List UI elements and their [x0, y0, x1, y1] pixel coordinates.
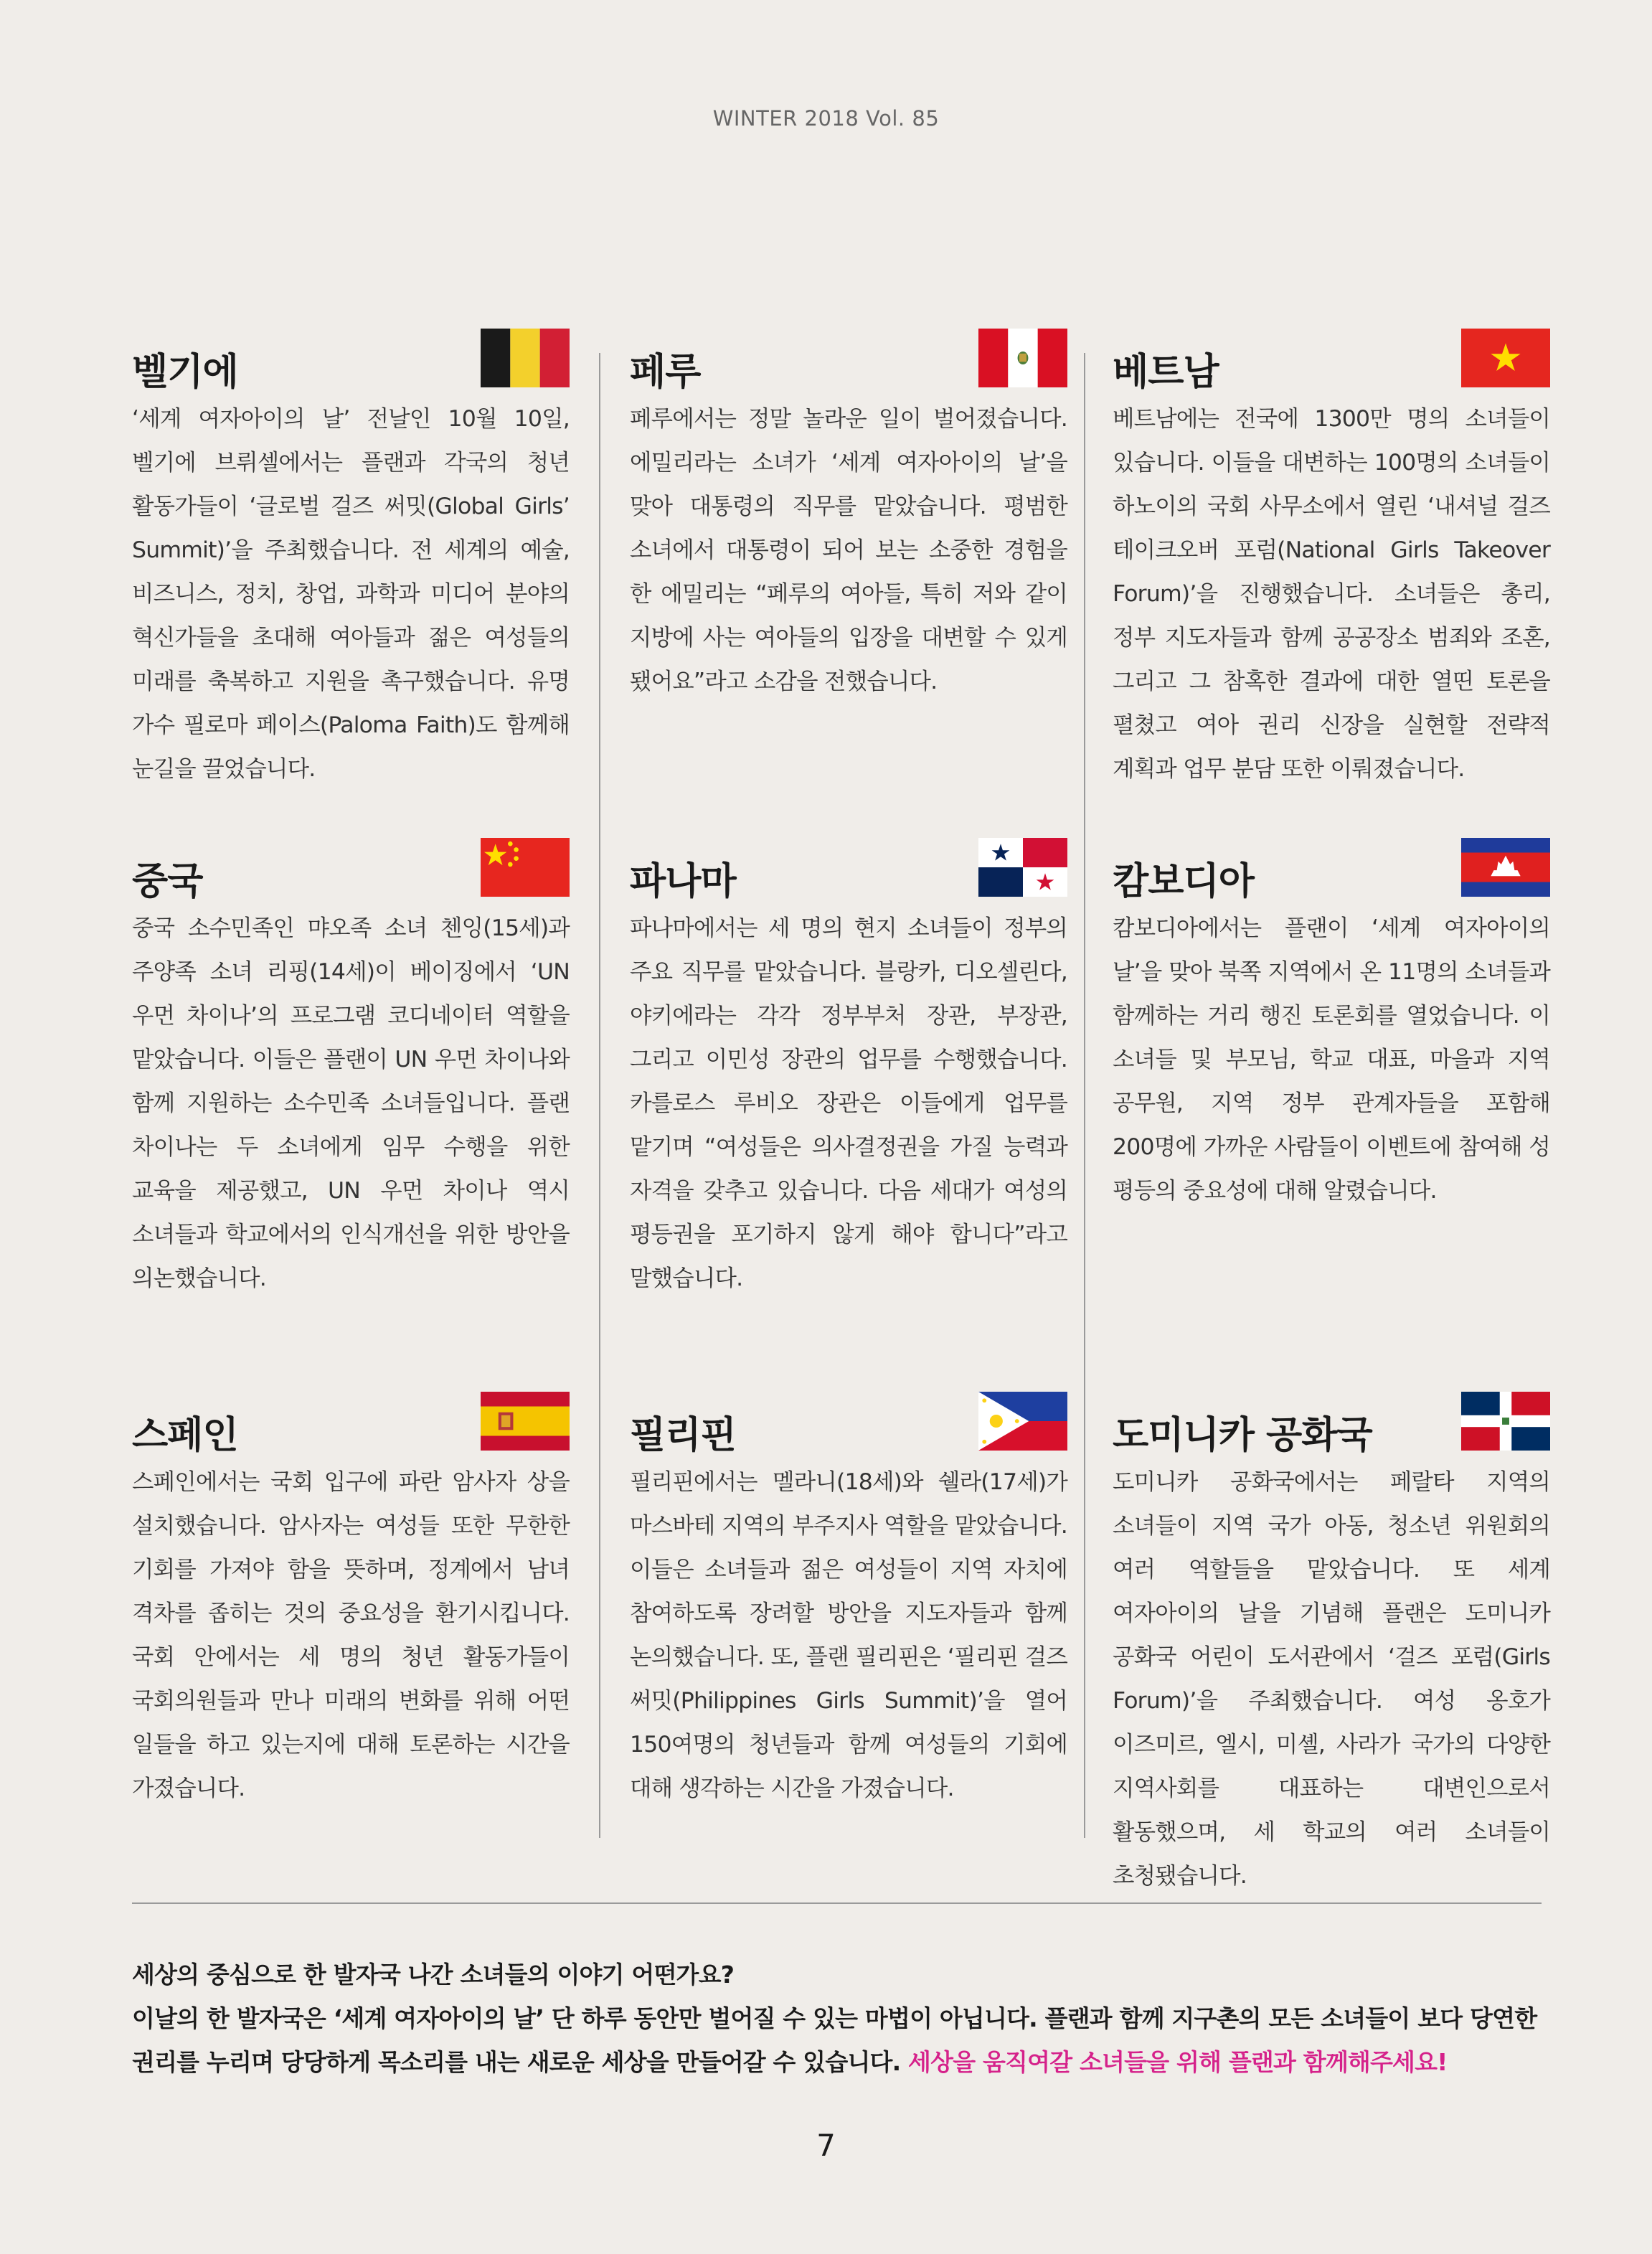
- section-text: ‘세계 여자아이의 날’ 전날인 10월 10일, 벨기에 브뤼셀에서는 플랜과 각국의 청년 활동가들이 ‘글로벌 걸즈 써밋(Global Girls’ Summit)’을 주최했습니다. 전 세계의 예술, 비즈니스, 정치, 창업, 과학과 미디어 분야의 혁신가들을 초대해 여아들과 젊은 여성들의 미래를 축복하고 지원을 촉구했습니다. 유명 가수 필로마 페이스(Paloma Faith)도 함께해 눈길을 끌었습니다.: [132, 406, 570, 782]
- section-peru: [630, 329, 1067, 704]
- peru-flag-icon: [978, 329, 1067, 387]
- country-title: 파나마: [630, 860, 736, 903]
- country-title: 캄보디아: [1113, 860, 1254, 903]
- country-title: 필리핀: [630, 1414, 736, 1457]
- section-vietnam: [1113, 329, 1550, 791]
- section-cambodia: [1113, 838, 1550, 1213]
- philippines-flag-icon: [978, 1392, 1067, 1451]
- page-number: 7: [816, 2128, 836, 2163]
- closing-paragraph: [132, 1996, 1542, 2084]
- section-text: 필리핀에서는 멜라니(18세)와 쉘라(17세)가 마스바테 지역의 부주지사 역할을 맡았습니다. 이들은 소녀들과 젊은 여성들이 지역 자치에 참여하도록 장려할 방안을 지도자들과 함께 논의했습니다. 또, 플랜 필리핀은 ‘필리핀 걸즈 써밋(Philippines Girls Summit)’을 열어 150여명의 청년들과 함께 여성들의 기회에 대해 생각하는 시간을 가졌습니다.: [630, 1469, 1067, 1801]
- country-title: 벨기에: [132, 351, 238, 394]
- issue-label: WINTER 2018 Vol. 85: [712, 106, 940, 131]
- dominican-republic-flag-icon: [1461, 1392, 1550, 1451]
- section-text: 페루에서는 정말 놀라운 일이 벌어졌습니다. 에밀리라는 소녀가 ‘세계 여자아이의 날’을 맞아 대통령의 직무를 맡았습니다. 평범한 소녀에서 대통령이 되어 보는 소중한 경험을 한 에밀리는 “페루의 여아들, 특히 저와 같이 지방에 사는 여아들의 입장을 대변할 수 있게 됐어요”라고 소감을 전했습니다.: [630, 406, 1067, 694]
- spain-flag-icon: [481, 1392, 570, 1451]
- cambodia-flag-icon: [1461, 838, 1550, 897]
- section-spain: [132, 1392, 570, 1811]
- section-china: [132, 838, 570, 1301]
- section-text: 캄보디아에서는 플랜이 ‘세계 여자아이의 날’을 맞아 북쪽 지역에서 온 11명의 소녀들과 함께하는 거리 행진 토론회를 열었습니다. 이 소녀들 및 부모님, 학교 대표, 마을과 지역 공무원, 지역 정부 관계자들을 포함해 200명에 가까운 사람들이 이벤트에 참여해 성 평등의 중요성에 대해 알렸습니다.: [1113, 915, 1550, 1204]
- section-belgium: [132, 329, 570, 791]
- closing-text: 이날의 한 발자국은 ‘세계 여자아이의 날’ 단 하루 동안만 벌어질 수 있는 마법이 아닙니다. 플랜과 함께 지구촌의 모든 소녀들이 보다 당연한 권리를 누리며 당당하게 목소리를 내는 새로운 세상을 만들어갈 수 있습니다.: [132, 2004, 1537, 2076]
- closing-highlight: 세상을 움직여갈 소녀들을 위해 플랜과 함께해주세요!: [908, 2048, 1448, 2076]
- belgium-flag-icon: [481, 329, 570, 387]
- china-flag-icon: [481, 838, 570, 897]
- section-text: 파나마에서는 세 명의 현지 소녀들이 정부의 주요 직무를 맡았습니다. 블랑카, 디오셀린다, 야키에라는 각각 정부부처 장관, 부장관, 그리고 이민성 장관의 업무를 수행했습니다. 카를로스 루비오 장관은 이들에게 업무를 맡기며 “여성들은 의사결정권을 가질 능력과 자격을 갖추고 있습니다. 다음 세대가 여성의 평등권을 포기하지 않게 해야 합니다”라고 말했습니다.: [630, 915, 1067, 1291]
- section-philippines: [630, 1392, 1067, 1811]
- section-text: 베트남에는 전국에 1300만 명의 소녀들이 있습니다. 이들을 대변하는 100명의 소녀들이 하노이의 국회 사무소에서 열린 ‘내셔널 걸즈 테이크오버 포럼(National Girls Takeover Forum)’을 진행했습니다. 소녀들은 총리, 정부 지도자들과 함께 공공장소 범죄와 조혼, 그리고 그 참혹한 결과에 대한 열띤 토론을 펼쳤고 여아 권리 신장을 실현할 전략적 계획과 업무 분담 또한 이뤄졌습니다.: [1113, 406, 1550, 782]
- section-panama: [630, 838, 1067, 1301]
- horizontal-divider: [132, 1902, 1542, 1904]
- closing-question: 세상의 중심으로 한 발자국 나간 소녀들의 이야기 어떤가요?: [132, 1961, 735, 1989]
- country-title: 스페인: [132, 1414, 238, 1457]
- country-title: 중국: [132, 860, 203, 903]
- section-text: 중국 소수민족인 먀오족 소녀 첸잉(15세)과 주양족 소녀 리핑(14세)이 베이징에서 ‘UN 우먼 차이나’의 프로그램 코디네이터 역할을 맡았습니다. 이들은 플랜이 UN 우먼 차이나와 함께 지원하는 소수민족 소녀들입니다. 플랜 차이나는 두 소녀에게 임무 수행을 위한 교육을 제공했고, UN 우먼 차이나 역시 소녀들과 학교에서의 인식개선을 위한 방안을 의논했습니다.: [132, 915, 570, 1291]
- country-title: 페루: [630, 351, 701, 394]
- column-divider: [599, 353, 600, 1838]
- section-text: 스페인에서는 국회 입구에 파란 암사자 상을 설치했습니다. 암사자는 여성들 또한 무한한 기회를 가져야 함을 뜻하며, 정계에서 남녀 격차를 좁히는 것의 중요성을 환기시킵니다. 국회 안에서는 세 명의 청년 활동가들이 국회의원들과 만나 미래의 변화를 위해 어떤 일들을 하고 있는지에 대해 토론하는 시간을 가졌습니다.: [132, 1469, 570, 1801]
- country-title: 도미니카 공화국: [1113, 1414, 1372, 1457]
- closing-message: [132, 1953, 1542, 2084]
- section-dominican-republic: [1113, 1392, 1550, 1898]
- vietnam-flag-icon: [1461, 329, 1550, 387]
- column-divider: [1084, 353, 1085, 1838]
- section-text: 도미니카 공화국에서는 페랄타 지역의 소녀들이 지역 국가 아동, 청소년 위원회의 여러 역할들을 맡았습니다. 또 세계 여자아이의 날을 기념해 플랜은 도미니카 공화국 어린이 도서관에서 ‘걸즈 포럼(Girls Forum)’을 주최했습니다. 여성 옹호가 이즈미르, 엘시, 미셸, 사라가 국가의 다양한 지역사회를 대표하는 대변인으로서 활동했으며, 세 학교의 여러 소녀들이 초청됐습니다.: [1113, 1469, 1550, 1889]
- country-title: 베트남: [1113, 351, 1219, 394]
- panama-flag-icon: [978, 838, 1067, 897]
